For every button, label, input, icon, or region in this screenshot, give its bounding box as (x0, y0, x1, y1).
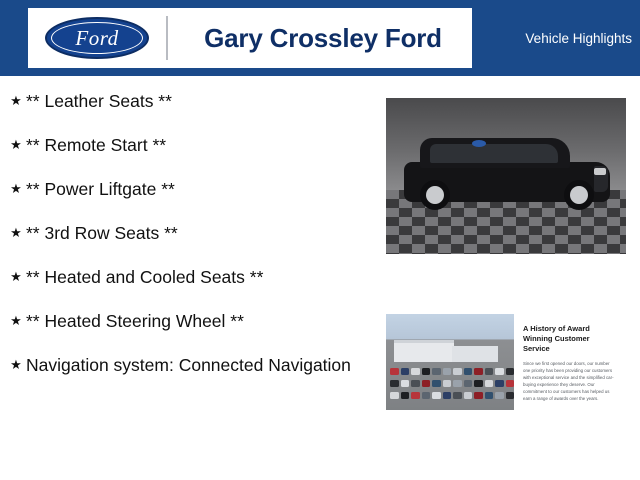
lot-car-row (386, 380, 514, 389)
dealer-logo-plate (28, 8, 472, 68)
dealership-building (394, 340, 454, 362)
list-item (6, 266, 376, 288)
feature-text: ** Leather Seats ** (26, 91, 172, 111)
suv-headlight (594, 168, 606, 175)
vehicle-photo (386, 98, 626, 254)
star-icon: ★ (10, 225, 22, 240)
dealer-name: Gary Crossley Ford (204, 22, 442, 53)
list-item (6, 354, 376, 376)
vehicle-highlights-label: Vehicle Highlights (525, 30, 632, 46)
header-right-section (525, 0, 632, 76)
list-item (6, 134, 376, 156)
dealership-photo (386, 314, 626, 410)
feature-text: Navigation system: Connected Navigation (26, 355, 351, 375)
award-panel-title: A History of Award Winning Customer Service (523, 324, 590, 353)
star-icon: ★ (10, 313, 22, 328)
list-item (6, 178, 376, 200)
ford-logo (28, 17, 166, 59)
feature-list (6, 90, 376, 376)
dealership-building-secondary (452, 346, 498, 362)
list-item (6, 310, 376, 332)
award-panel-body: Since we first opened our doors, our number one priority has been providing our customers with exceptional service and the simplified car-buying experience they deserve. Our commitment to our customers has helped us earn a range of awards over the years. (523, 361, 614, 401)
ford-oval-text: Ford (75, 25, 119, 50)
header-bar (0, 0, 640, 76)
list-item (6, 90, 376, 112)
dealership-lot-image (386, 314, 514, 410)
award-service-panel (514, 314, 626, 410)
slide-body (0, 76, 640, 480)
star-icon: ★ (10, 357, 22, 372)
suv-illustration (404, 136, 610, 210)
lot-car-row (386, 368, 514, 377)
suv-window-glass (430, 144, 558, 163)
star-icon: ★ (10, 137, 22, 152)
suv-roof-badge (472, 140, 486, 147)
feature-text: ** Power Liftgate ** (26, 179, 175, 199)
list-item (6, 222, 376, 244)
suv-rear-wheel (420, 180, 450, 210)
suv-front-wheel (564, 180, 594, 210)
ford-oval-icon (45, 17, 149, 59)
feature-text: ** 3rd Row Seats ** (26, 223, 178, 243)
star-icon: ★ (10, 181, 22, 196)
feature-text: ** Remote Start ** (26, 135, 167, 155)
feature-text: ** Heated and Cooled Seats ** (26, 267, 264, 287)
lot-car-row (386, 392, 514, 401)
star-icon: ★ (10, 269, 22, 284)
feature-text: ** Heated Steering Wheel ** (26, 311, 244, 331)
star-icon: ★ (10, 93, 22, 108)
